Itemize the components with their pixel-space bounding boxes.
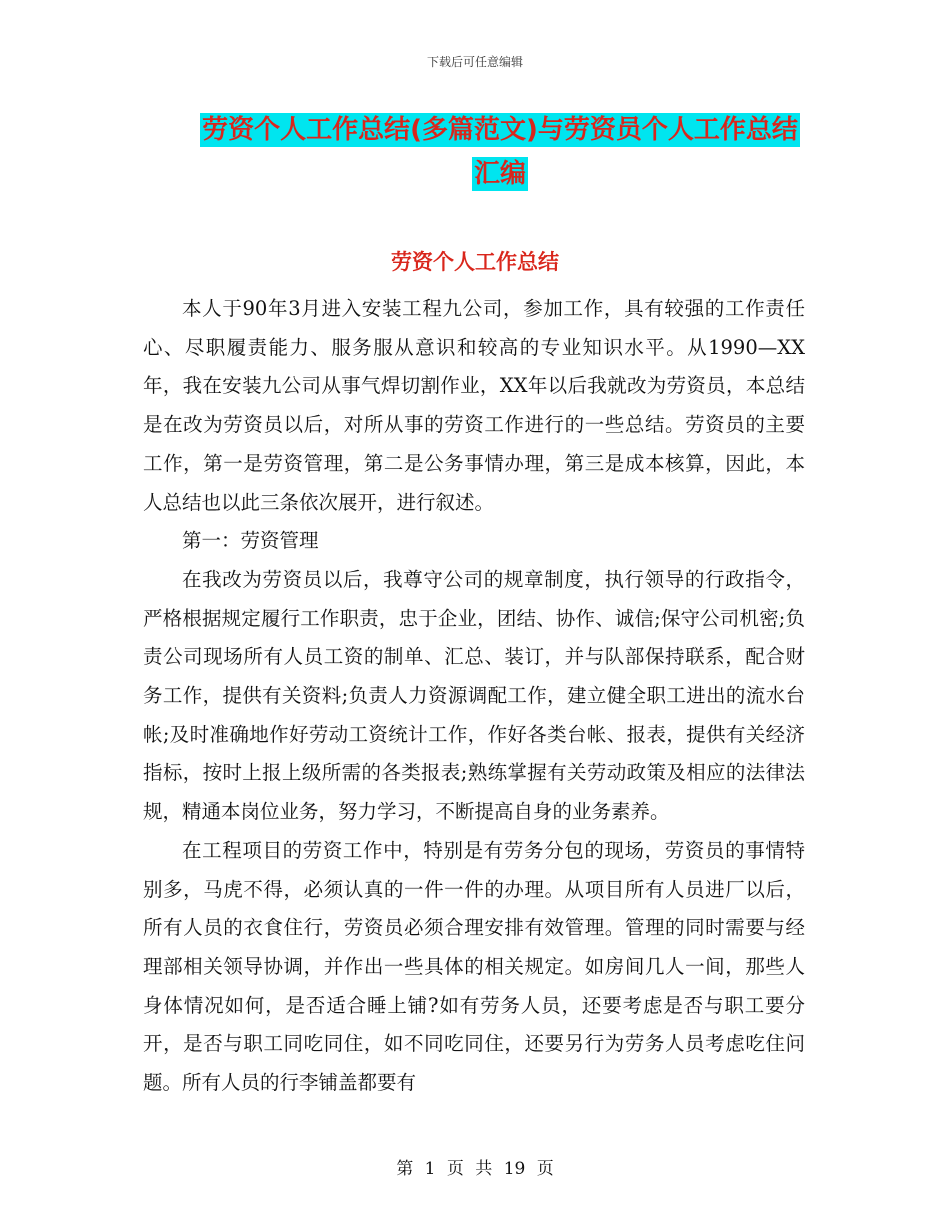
page-number-footer: 第 1 页 共 19 页 xyxy=(396,1159,554,1179)
section-title: 劳资个人工作总结 xyxy=(391,250,559,274)
paragraph-heading: 第一：劳资管理 xyxy=(182,529,319,553)
document-title xyxy=(150,108,850,196)
title-line-1: 劳资个人工作总结(多篇范文)与劳资员个人工作总结 xyxy=(202,115,798,145)
paragraph: 本人于90年3月进入安装工程九公司，参加工作，具有较强的工作责任心、尽职履责能力、服务服从意识和较高的专业知识水平。从1990—XX年，我在安装九公司从事气焊切割作业，XX年以后我就改为劳资员，本总结是在改为劳资员以后，对所从事的劳资工作进行的一些总结。劳资员的主要工作，第一是劳资管理，第二是公务事情办理，第三是成本核算，因此，本人总结也以此三条依次展开，进行叙述。 xyxy=(143,297,805,514)
paragraph: 在我改为劳资员以后，我尊守公司的规章制度，执行领导的行政指令，严格根据规定履行工作职责，忠于企业，团结、协作、诚信;保守公司机密;负责公司现场所有人员工资的制单、汇总、装订，并与队部保持联系，配合财务工作，提供有关资料;负责人力资源调配工作，建立健全职工进出的流水台帐;及时准确地作好劳动工资统计工作，作好各类台帐、报表，提供有关经济指标，按时上报上级所需的各类报表;熟练掌握有关劳动政策及相应的法律法规，精通本岗位业务，努力学习，不断提高自身的业务素养。 xyxy=(143,567,805,824)
paragraph: 在工程项目的劳资工作中，特别是有劳务分包的现场，劳资员的事情特别多，马虎不得，必须认真的一件一件的办理。从项目所有人员进厂以后，所有人员的衣食住行，劳资员必须合理安排有效管理。管理的同时需要与经理部相关领导协调，并作出一些具体的相关规定。如房间几人一间，那些人身体情况如何，是否适合睡上铺?如有劳务人员，还要考虑是否与职工要分开，是否与职工同吃同住，如不同吃同住，还要另行为劳务人员考虑吃住问题。所有人员的行李铺盖都要有 xyxy=(143,838,805,1095)
title-line-2: 汇编 xyxy=(473,159,526,189)
header-note: 下载后可任意编辑 xyxy=(426,55,523,69)
document-body xyxy=(143,290,805,1103)
